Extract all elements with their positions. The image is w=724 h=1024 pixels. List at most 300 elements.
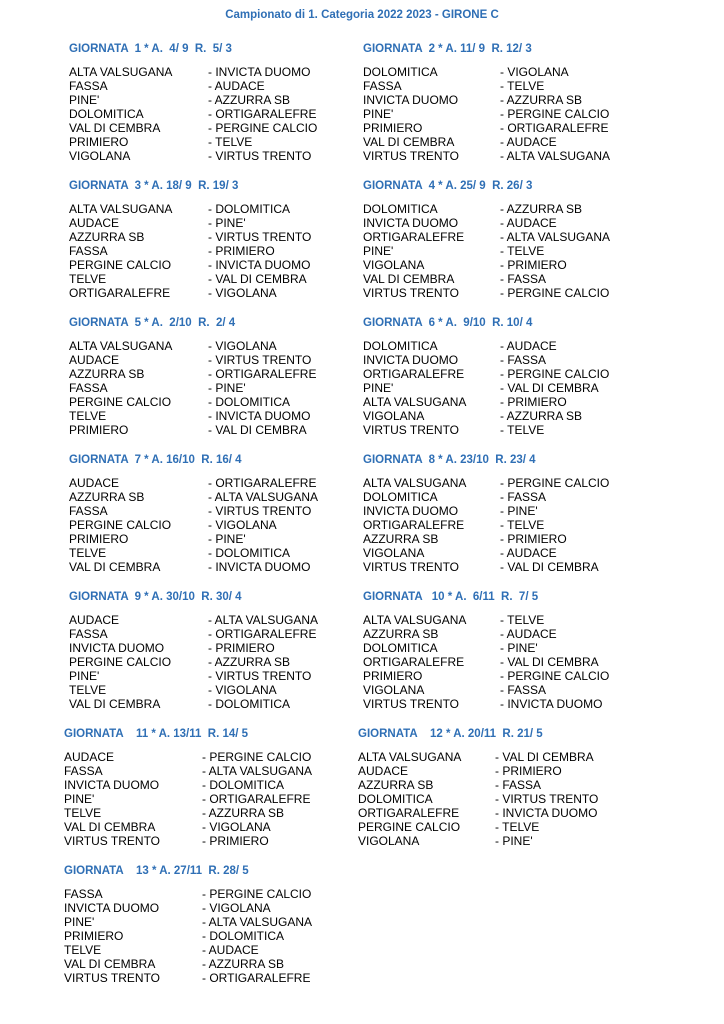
match-row <box>69 367 317 381</box>
home-team: PERGINE CALCIO <box>69 258 172 272</box>
home-team: PINE' <box>64 792 95 806</box>
home-team: AUDACE <box>358 764 409 778</box>
away-team: - VIGOLANA <box>208 683 277 697</box>
home-team: VIGOLANA <box>363 258 425 272</box>
away-team: - VIRTUS TRENTO <box>208 353 312 367</box>
match-list <box>64 887 313 985</box>
home-team: AZZURRA SB <box>358 778 434 792</box>
away-team: - PERGINE CALCIO <box>500 286 610 300</box>
away-team: - INVICTA DUOMO <box>208 409 311 423</box>
round-block-9 <box>69 590 319 711</box>
match-row <box>64 957 285 971</box>
away-team: - VIGOLANA <box>202 820 271 834</box>
home-team: VIRTUS TRENTO <box>64 834 161 848</box>
match-list <box>69 65 318 163</box>
away-team: - DOLOMITICA <box>202 778 285 792</box>
round-block-10 <box>363 590 610 711</box>
round-block-1 <box>69 42 318 163</box>
home-team: INVICTA DUOMO <box>363 216 459 230</box>
away-team: - PERGINE CALCIO <box>202 887 312 901</box>
home-team: VIGOLANA <box>363 409 425 423</box>
round-title: GIORNATA 1 * A. 4/ 9 R. 5/ 3 <box>69 43 232 55</box>
away-team: - PRIMIERO <box>495 764 562 778</box>
away-team: - AUDACE <box>500 339 557 353</box>
match-row <box>69 339 277 353</box>
match-list <box>69 339 317 437</box>
home-team: VIGOLANA <box>69 149 131 163</box>
home-team: AZZURRA SB <box>69 490 145 504</box>
match-row <box>64 834 269 848</box>
round-title: GIORNATA 2 * A. 11/ 9 R. 12/ 3 <box>363 43 532 55</box>
home-team: ALTA VALSUGANA <box>69 202 173 216</box>
away-team: - FASSA <box>500 683 547 697</box>
match-row <box>69 107 317 121</box>
home-team: DOLOMITICA <box>69 107 144 121</box>
home-team: ALTA VALSUGANA <box>363 476 467 490</box>
home-team: PERGINE CALCIO <box>69 655 172 669</box>
home-team: VAL DI CEMBRA <box>363 272 455 286</box>
away-team: - VIRTUS TRENTO <box>208 504 312 518</box>
away-team: - TELVE <box>208 135 253 149</box>
match-row <box>363 93 583 107</box>
match-list <box>363 202 611 300</box>
away-team: - PERGINE CALCIO <box>202 750 312 764</box>
away-team: - VIGOLANA <box>500 65 569 79</box>
away-team: - PERGINE CALCIO <box>208 121 318 135</box>
home-team: PRIMIERO <box>363 121 423 135</box>
match-list <box>363 613 610 711</box>
match-list <box>363 476 610 574</box>
home-team: AUDACE <box>64 750 115 764</box>
match-row <box>64 806 285 820</box>
away-team: - PINE' <box>495 834 533 848</box>
match-list <box>69 476 319 574</box>
away-team: - PRIMIERO <box>208 244 275 258</box>
match-row <box>69 244 275 258</box>
away-team: - PERGINE CALCIO <box>500 107 610 121</box>
home-team: INVICTA DUOMO <box>64 901 160 915</box>
home-team: VAL DI CEMBRA <box>69 697 161 711</box>
match-row <box>363 504 536 518</box>
home-team: DOLOMITICA <box>358 792 433 806</box>
away-team: - AUDACE <box>202 943 259 957</box>
match-row <box>64 750 312 764</box>
away-team: - DOLOMITICA <box>208 202 291 216</box>
away-team: - AUDACE <box>208 79 265 93</box>
match-row <box>69 216 246 230</box>
home-team: ALTA VALSUGANA <box>363 613 467 627</box>
match-row <box>363 532 567 546</box>
match-row <box>69 560 311 574</box>
away-team: - INVICTA DUOMO <box>208 258 311 272</box>
match-row <box>64 915 313 929</box>
away-team: - INVICTA DUOMO <box>208 560 311 574</box>
home-team: PINE' <box>69 93 100 107</box>
home-team: VAL DI CEMBRA <box>69 560 161 574</box>
home-team: PRIMIERO <box>363 669 423 683</box>
home-team: ORTIGARALEFRE <box>363 230 465 244</box>
away-team: - VAL DI CEMBRA <box>208 423 307 437</box>
match-row <box>69 669 312 683</box>
match-row <box>363 560 599 574</box>
home-team: AZZURRA SB <box>363 627 439 641</box>
round-block-8 <box>363 453 610 574</box>
away-team: - PRIMIERO <box>500 532 567 546</box>
home-team: FASSA <box>64 887 103 901</box>
home-team: VAL DI CEMBRA <box>69 121 161 135</box>
away-team: - ALTA VALSUGANA <box>500 149 611 163</box>
match-row <box>363 258 567 272</box>
match-row <box>363 107 610 121</box>
match-row <box>363 476 610 490</box>
match-row <box>363 669 610 683</box>
home-team: ORTIGARALEFRE <box>363 518 465 532</box>
round-title: GIORNATA 3 * A. 18/ 9 R. 19/ 3 <box>69 180 239 192</box>
away-team: - TELVE <box>500 423 545 437</box>
match-row <box>69 230 312 244</box>
match-row <box>69 353 312 367</box>
match-row <box>358 792 599 806</box>
away-team: - ALTA VALSUGANA <box>500 230 611 244</box>
match-row <box>363 627 557 641</box>
match-row <box>363 149 611 163</box>
match-row <box>363 409 583 423</box>
match-row <box>358 778 543 792</box>
home-team: AZZURRA SB <box>363 532 439 546</box>
away-team: - VAL DI CEMBRA <box>495 750 594 764</box>
away-team: - PINE' <box>500 504 538 518</box>
match-row <box>358 820 543 834</box>
round-block-4 <box>363 179 611 300</box>
away-team: - VAL DI CEMBRA <box>208 272 307 286</box>
match-row <box>363 121 609 135</box>
home-team: PINE' <box>64 915 95 929</box>
match-row <box>69 641 275 655</box>
away-team: - ORTIGARALEFRE <box>208 627 317 641</box>
home-team: ORTIGARALEFRE <box>358 806 460 820</box>
away-team: - PINE' <box>500 641 538 655</box>
match-row <box>363 697 603 711</box>
match-row <box>363 546 557 560</box>
round-title: GIORNATA 8 * A. 23/10 R. 23/ 4 <box>363 454 536 466</box>
round-title: GIORNATA 6 * A. 9/10 R. 10/ 4 <box>363 317 533 329</box>
match-row <box>69 121 318 135</box>
round-block-3 <box>69 179 312 300</box>
away-team: - PRIMIERO <box>208 641 275 655</box>
home-team: PERGINE CALCIO <box>69 395 172 409</box>
home-team: AZZURRA SB <box>69 367 145 381</box>
match-list <box>69 613 319 711</box>
round-title: GIORNATA 5 * A. 2/10 R. 2/ 4 <box>69 317 236 329</box>
match-row <box>358 750 594 764</box>
home-team: AUDACE <box>69 613 120 627</box>
home-team: INVICTA DUOMO <box>363 93 459 107</box>
away-team: - ORTIGARALEFRE <box>208 107 317 121</box>
match-row <box>64 764 313 778</box>
away-team: - VIRTUS TRENTO <box>495 792 599 806</box>
round-title: GIORNATA 7 * A. 16/10 R. 16/ 4 <box>69 454 242 466</box>
round-block-13 <box>64 864 313 985</box>
home-team: PRIMIERO <box>69 135 129 149</box>
match-row <box>363 202 583 216</box>
home-team: DOLOMITICA <box>363 641 438 655</box>
away-team: - ORTIGARALEFRE <box>202 971 311 985</box>
home-team: AUDACE <box>69 216 120 230</box>
home-team: PINE' <box>69 669 100 683</box>
match-list <box>69 202 312 300</box>
home-team: ALTA VALSUGANA <box>69 339 173 353</box>
home-team: VAL DI CEMBRA <box>363 135 455 149</box>
away-team: - VAL DI CEMBRA <box>500 655 599 669</box>
match-row <box>64 778 285 792</box>
match-row <box>358 806 598 820</box>
away-team: - PERGINE CALCIO <box>500 367 610 381</box>
match-row <box>358 834 543 848</box>
match-row <box>363 395 567 409</box>
home-team: TELVE <box>69 409 107 423</box>
home-team: VIGOLANA <box>358 834 420 848</box>
home-team: VIRTUS TRENTO <box>363 560 460 574</box>
match-row <box>363 490 547 504</box>
match-row <box>64 971 311 985</box>
home-team: ORTIGARALEFRE <box>363 367 465 381</box>
match-row <box>363 367 610 381</box>
away-team: - ORTIGARALEFRE <box>202 792 311 806</box>
away-team: - VIGOLANA <box>208 339 277 353</box>
away-team: - DOLOMITICA <box>202 929 285 943</box>
home-team: ORTIGARALEFRE <box>363 655 465 669</box>
round-title: GIORNATA 12 * A. 20/11 R. 21/ 5 <box>358 728 543 740</box>
match-row <box>363 230 611 244</box>
round-title: GIORNATA 11 * A. 13/11 R. 14/ 5 <box>64 728 249 740</box>
home-team: DOLOMITICA <box>363 490 438 504</box>
away-team: - INVICTA DUOMO <box>208 65 311 79</box>
match-row <box>69 532 246 546</box>
away-team: - AZZURRA SB <box>202 957 285 971</box>
away-team: - VIRTUS TRENTO <box>208 669 312 683</box>
home-team: PRIMIERO <box>69 423 129 437</box>
away-team: - AZZURRA SB <box>500 93 583 107</box>
home-team: PERGINE CALCIO <box>69 518 172 532</box>
match-row <box>69 683 277 697</box>
away-team: - PRIMIERO <box>202 834 269 848</box>
match-row <box>363 381 599 395</box>
match-row <box>363 135 557 149</box>
home-team: VIRTUS TRENTO <box>64 971 161 985</box>
match-row <box>64 943 259 957</box>
match-row <box>69 93 291 107</box>
home-team: PRIMIERO <box>69 532 129 546</box>
match-row <box>69 476 317 490</box>
away-team: - VIGOLANA <box>208 286 277 300</box>
match-row <box>64 820 271 834</box>
home-team: TELVE <box>64 806 102 820</box>
away-team: - ORTIGARALEFRE <box>500 121 609 135</box>
home-team: FASSA <box>69 244 108 258</box>
match-row <box>363 353 547 367</box>
match-row <box>363 613 545 627</box>
away-team: - AZZURRA SB <box>500 202 583 216</box>
home-team: AUDACE <box>69 476 120 490</box>
match-row <box>363 423 545 437</box>
page-title: Campionato di 1. Categoria 2022 2023 - GIRONE C <box>225 9 499 21</box>
away-team: - TELVE <box>500 79 545 93</box>
home-team: FASSA <box>69 79 108 93</box>
away-team: - AZZURRA SB <box>202 806 285 820</box>
home-team: AZZURRA SB <box>69 230 145 244</box>
home-team: ALTA VALSUGANA <box>363 395 467 409</box>
match-row <box>69 613 319 627</box>
away-team: - VIGOLANA <box>208 518 277 532</box>
match-row <box>69 423 307 437</box>
home-team: VIGOLANA <box>363 683 425 697</box>
round-title: GIORNATA 13 * A. 27/11 R. 28/ 5 <box>64 865 249 877</box>
match-row <box>69 65 311 79</box>
away-team: - AUDACE <box>500 216 557 230</box>
away-team: - AZZURRA SB <box>208 655 291 669</box>
away-team: - FASSA <box>500 353 547 367</box>
away-team: - PERGINE CALCIO <box>500 476 610 490</box>
home-team: TELVE <box>69 546 107 560</box>
away-team: - ORTIGARALEFRE <box>208 476 317 490</box>
match-row <box>64 929 285 943</box>
match-row <box>69 149 312 163</box>
away-team: - FASSA <box>500 490 547 504</box>
away-team: - ALTA VALSUGANA <box>202 764 313 778</box>
home-team: ORTIGARALEFRE <box>69 286 171 300</box>
match-row <box>69 272 307 286</box>
round-title: GIORNATA 10 * A. 6/11 R. 7/ 5 <box>363 591 539 603</box>
match-row <box>69 381 246 395</box>
away-team: - FASSA <box>495 778 542 792</box>
home-team: TELVE <box>69 272 107 286</box>
home-team: INVICTA DUOMO <box>64 778 160 792</box>
match-row <box>363 683 547 697</box>
away-team: - DOLOMITICA <box>208 395 291 409</box>
away-team: - PINE' <box>208 216 246 230</box>
home-team: DOLOMITICA <box>363 65 438 79</box>
match-row <box>64 887 312 901</box>
match-row <box>363 65 569 79</box>
home-team: ALTA VALSUGANA <box>358 750 462 764</box>
match-row <box>69 258 311 272</box>
away-team: - TELVE <box>500 518 545 532</box>
match-row <box>69 697 291 711</box>
match-row <box>363 518 545 532</box>
match-row <box>69 518 277 532</box>
away-team: - VIRTUS TRENTO <box>208 149 312 163</box>
home-team: INVICTA DUOMO <box>363 353 459 367</box>
away-team: - DOLOMITICA <box>208 546 291 560</box>
round-title: GIORNATA 9 * A. 30/10 R. 30/ 4 <box>69 591 242 603</box>
round-block-7 <box>69 453 319 574</box>
away-team: - TELVE <box>500 244 545 258</box>
away-team: - PRIMIERO <box>500 395 567 409</box>
away-team: - ORTIGARALEFRE <box>208 367 317 381</box>
away-team: - PINE' <box>208 381 246 395</box>
match-row <box>69 627 317 641</box>
home-team: VIRTUS TRENTO <box>363 149 460 163</box>
match-row <box>69 135 253 149</box>
home-team: DOLOMITICA <box>363 339 438 353</box>
match-row <box>69 286 277 300</box>
match-row <box>64 901 271 915</box>
away-team: - PERGINE CALCIO <box>500 669 610 683</box>
match-row <box>69 504 312 518</box>
home-team: FASSA <box>363 79 402 93</box>
round-block-6 <box>363 316 610 437</box>
match-list <box>363 339 610 437</box>
home-team: VIRTUS TRENTO <box>363 286 460 300</box>
match-row <box>363 339 557 353</box>
away-team: - ALTA VALSUGANA <box>208 613 319 627</box>
home-team: PERGINE CALCIO <box>358 820 461 834</box>
away-team: - FASSA <box>500 272 547 286</box>
match-row <box>363 286 610 300</box>
home-team: FASSA <box>69 381 108 395</box>
home-team: TELVE <box>64 943 102 957</box>
away-team: - AUDACE <box>500 546 557 560</box>
match-row <box>64 792 311 806</box>
away-team: - VIGOLANA <box>202 901 271 915</box>
away-team: - DOLOMITICA <box>208 697 291 711</box>
match-row <box>363 655 599 669</box>
round-block-2 <box>363 42 611 163</box>
match-row <box>363 79 545 93</box>
match-row <box>363 244 545 258</box>
away-team: - PRIMIERO <box>500 258 567 272</box>
match-row <box>69 202 291 216</box>
away-team: - VAL DI CEMBRA <box>500 381 599 395</box>
home-team: AUDACE <box>69 353 120 367</box>
away-team: - ALTA VALSUGANA <box>208 490 319 504</box>
away-team: - PINE' <box>208 532 246 546</box>
round-title: GIORNATA 4 * A. 25/ 9 R. 26/ 3 <box>363 180 533 192</box>
home-team: VIRTUS TRENTO <box>363 697 460 711</box>
home-team: PINE' <box>363 107 394 121</box>
home-team: FASSA <box>69 627 108 641</box>
away-team: - ALTA VALSUGANA <box>202 915 313 929</box>
match-row <box>363 641 538 655</box>
match-row <box>69 490 319 504</box>
away-team: - VAL DI CEMBRA <box>500 560 599 574</box>
round-block-5 <box>69 316 317 437</box>
home-team: VAL DI CEMBRA <box>64 957 156 971</box>
away-team: - INVICTA DUOMO <box>495 806 598 820</box>
match-row <box>69 546 291 560</box>
away-team: - AZZURRA SB <box>208 93 291 107</box>
home-team: VIGOLANA <box>363 546 425 560</box>
match-row <box>69 395 291 409</box>
match-row <box>363 216 557 230</box>
away-team: - INVICTA DUOMO <box>500 697 603 711</box>
home-team: INVICTA DUOMO <box>363 504 459 518</box>
match-row <box>69 79 265 93</box>
match-row <box>69 409 311 423</box>
match-row <box>358 764 562 778</box>
match-row <box>363 272 547 286</box>
home-team: DOLOMITICA <box>363 202 438 216</box>
away-team: - TELVE <box>500 613 545 627</box>
match-list <box>358 750 599 848</box>
away-team: - AUDACE <box>500 135 557 149</box>
round-block-12 <box>358 727 599 848</box>
home-team: FASSA <box>64 764 103 778</box>
home-team: INVICTA DUOMO <box>69 641 165 655</box>
round-block-11 <box>64 727 313 848</box>
match-list <box>64 750 313 848</box>
home-team: PRIMIERO <box>64 929 124 943</box>
